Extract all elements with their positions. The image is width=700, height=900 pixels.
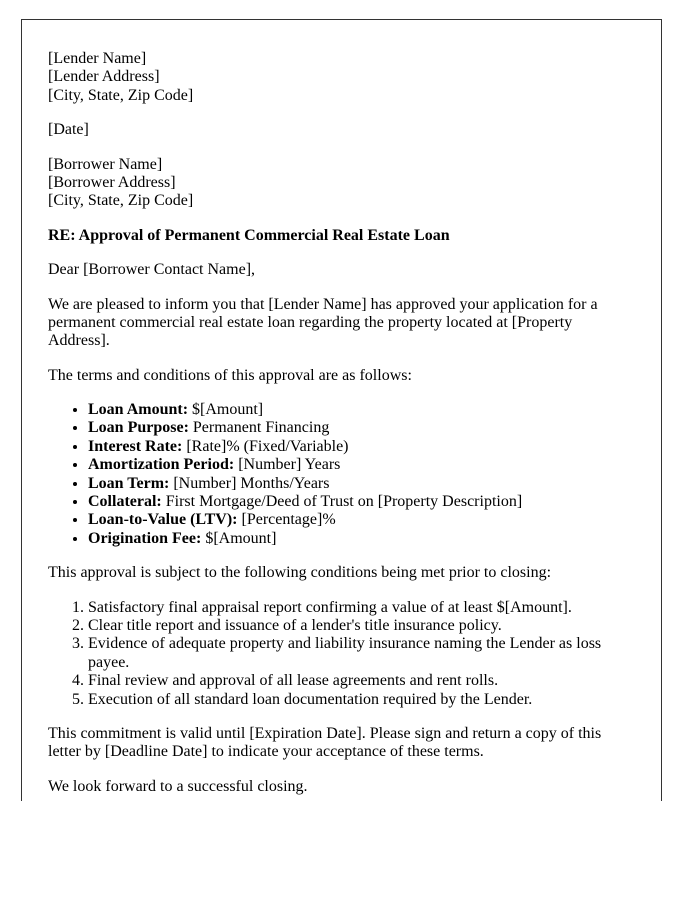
- loan-term-item: [88, 438, 623, 456]
- borrower-name: [Borrower Name]: [48, 155, 163, 173]
- closing-condition-item: 1. Satisfactory final appraisal report confirming a value of at least $[Amount].: [88, 599, 623, 617]
- loan-term-label: Collateral:: [88, 493, 162, 511]
- loan-term-label: Loan Term:: [88, 474, 170, 492]
- intro-paragraph: We are pleased to inform you that [Lender Name] has approved your application for a permanent commercial real estate loan regarding the property located at [Property Address].: [48, 295, 598, 350]
- borrower-city-state-zip: [City, State, Zip Code]: [48, 192, 194, 210]
- lender-city-state-zip: [City, State, Zip Code]: [48, 86, 194, 104]
- loan-term-label: Loan-to-Value (LTV):: [88, 511, 238, 529]
- closing-condition-item: 4. Final review and approval of all lease agreements and rent rolls.: [88, 672, 623, 690]
- loan-term-value: [Rate]% (Fixed/Variable): [182, 437, 349, 455]
- closing-condition-item: 2. Clear title report and issuance of a lender's title insurance policy.: [88, 617, 623, 635]
- loan-term-label: Amortization Period:: [88, 456, 235, 474]
- loan-term-value: First Mortgage/Deed of Trust on [Property Description]: [161, 493, 523, 511]
- loan-term-item: [88, 456, 623, 474]
- terms-intro: The terms and conditions of this approval are as follows:: [48, 366, 412, 384]
- loan-term-value: [Number] Years: [234, 456, 341, 474]
- date-line: [Date]: [48, 121, 89, 139]
- loan-term-value: [Percentage]%: [237, 511, 336, 529]
- validity-paragraph: This commitment is valid until [Expiration Date]. Please sign and return a copy of this letter by [Deadline Date] to indicate your acceptance of these terms.: [48, 724, 602, 761]
- loan-term-item: [88, 475, 623, 493]
- closing-paragraph: We look forward to a successful closing.: [48, 777, 308, 795]
- loan-term-label: Loan Amount:: [88, 401, 189, 419]
- loan-term-label: Loan Purpose:: [88, 419, 189, 437]
- loan-term-item: [88, 511, 623, 529]
- subject-line: RE: Approval of Permanent Commercial Real Estate Loan: [48, 226, 450, 244]
- loan-term-item: [88, 419, 623, 437]
- lender-address: [Lender Address]: [48, 68, 160, 86]
- conditions-intro: This approval is subject to the following conditions being met prior to closing:: [48, 564, 552, 582]
- loan-term-item: [88, 493, 623, 511]
- closing-conditions-list: [48, 599, 623, 709]
- loan-term-label: Origination Fee:: [88, 529, 202, 547]
- loan-term-item: [88, 530, 623, 548]
- loan-terms-list: [48, 401, 623, 548]
- loan-term-value: Permanent Financing: [188, 419, 330, 437]
- loan-term-value: $[Amount]: [201, 529, 277, 547]
- salutation: Dear [Borrower Contact Name],: [48, 261, 256, 279]
- lender-name: [Lender Name]: [48, 50, 147, 67]
- loan-term-label: Interest Rate:: [88, 437, 183, 455]
- loan-term-item: [88, 401, 623, 419]
- closing-condition-item: 3. Evidence of adequate property and liability insurance naming the Lender as loss payee.: [88, 635, 623, 672]
- borrower-address-block: [48, 156, 623, 211]
- loan-term-value: $[Amount]: [188, 401, 264, 419]
- lender-address-block: [48, 50, 623, 105]
- letter-page: [21, 19, 662, 801]
- borrower-address: [Borrower Address]: [48, 173, 176, 191]
- loan-term-value: [Number] Months/Years: [169, 474, 330, 492]
- closing-condition-item: 5. Execution of all standard loan documentation required by the Lender.: [88, 691, 623, 709]
